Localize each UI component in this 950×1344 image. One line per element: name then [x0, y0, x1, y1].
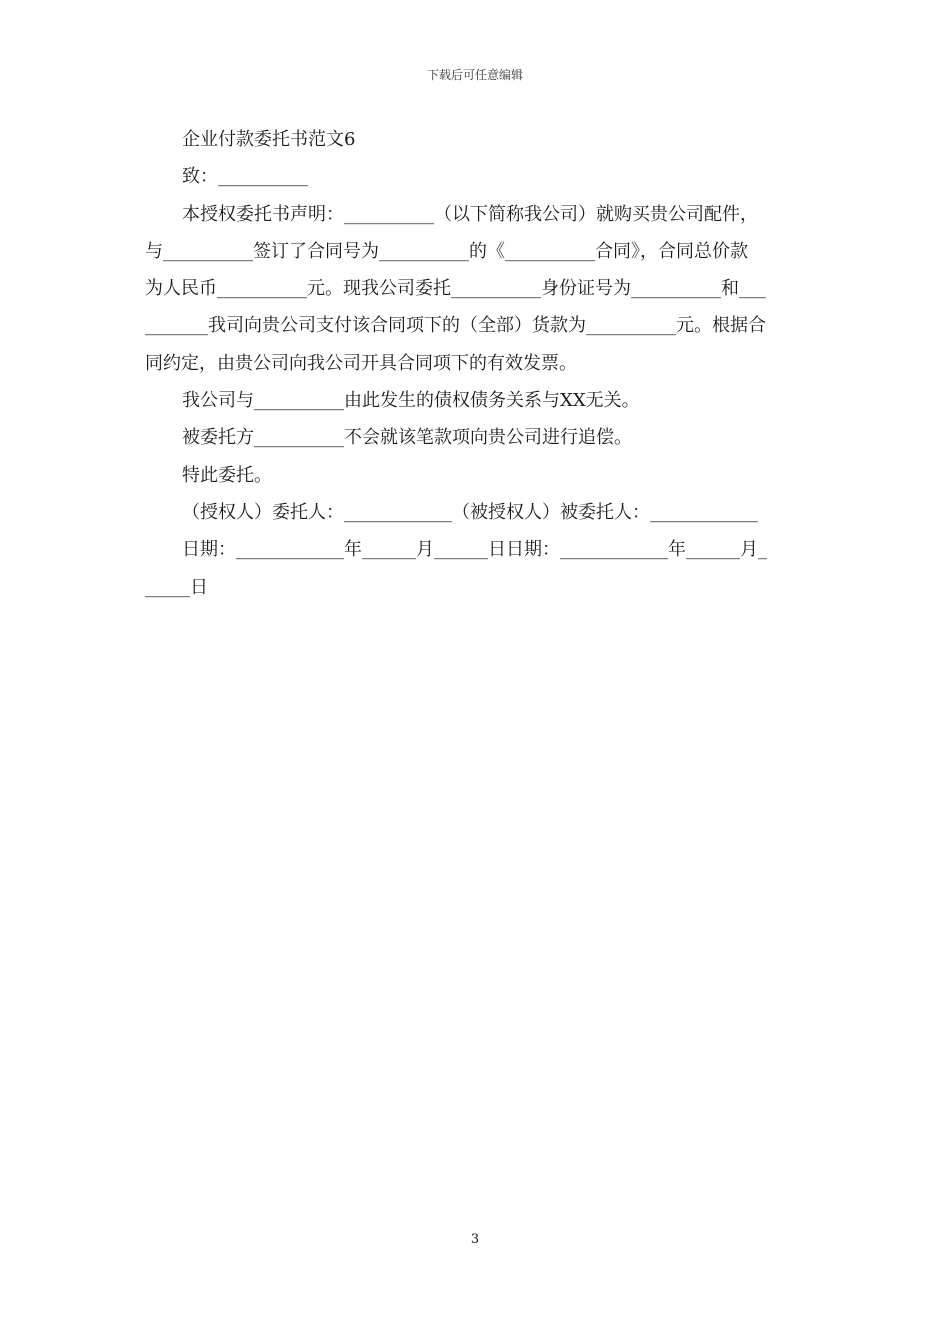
statement-line-1-text: 本授权委托书声明：__________（以下简称我公司）就购买贵公司配件，	[182, 203, 758, 225]
page-header: 下载后可任意编辑	[426, 68, 523, 82]
document-body	[145, 124, 810, 609]
signature-line: （授权人）委托人：____________（被授权人）被委托人：____________	[182, 501, 758, 523]
statement-line-1	[145, 199, 810, 236]
date-line-1: 日期：____________年______月______日日期：____________年______月_	[182, 539, 767, 561]
document-title: 企业付款委托书范文6	[182, 129, 356, 150]
relation-line: 我公司与__________由此发生的债权债务关系与XX无关。	[182, 390, 640, 412]
statement-line-3: 为人民币__________元。现我公司委托__________身份证号为__________和___	[145, 278, 766, 300]
statement-line-4: _______我司向贵公司支付该合同项下的（全部）货款为__________元。根据合	[145, 315, 766, 337]
addressee-line: 致：__________	[182, 166, 308, 188]
closing-line: 特此委托。	[182, 464, 272, 486]
statement-line-5: 同约定，由贵公司向我公司开具合同项下的有效发票。	[145, 352, 577, 374]
statement-line-2: 与__________签订了合同号为__________的《__________合同》，合同总价款	[145, 240, 748, 262]
date-line-2: _____日	[145, 576, 208, 598]
no-claim-line: 被委托方__________不会就该笔款项向贵公司进行追偿。	[182, 427, 632, 449]
page-number: 3	[470, 1232, 480, 1247]
